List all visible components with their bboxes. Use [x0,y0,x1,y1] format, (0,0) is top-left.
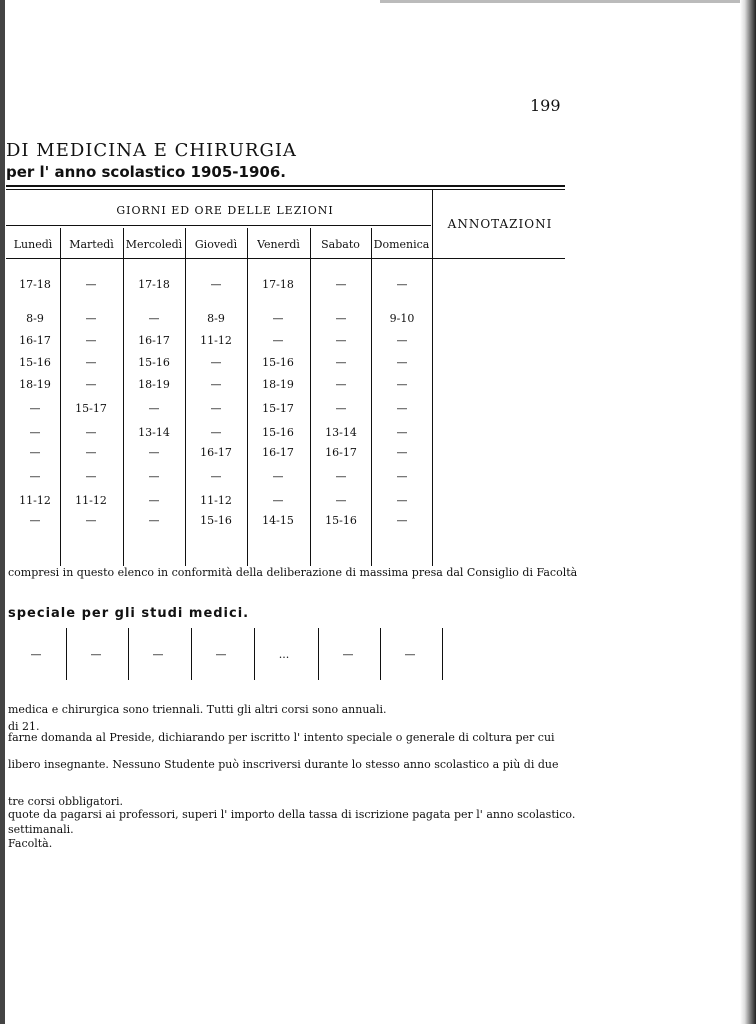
table-cell: — [85,312,97,325]
table-cell: — [335,378,347,391]
table-cell: — [85,334,97,347]
table-cell: — [85,446,97,459]
table-cell: 15-16 [262,426,294,439]
table-cell: — [335,470,347,483]
table-cell: 16-17 [19,334,51,347]
section-title: speciale per gli studi medici. [8,606,250,621]
page-edge-left [0,0,5,1024]
table-cell: — [335,402,347,415]
table-cell: 16-17 [325,446,357,459]
table-cell: 11-12 [200,334,232,347]
table-cell: — [210,426,222,439]
note-line: compresi in questo elenco in conformità della deliberazione di massima presa dal Consiglio di Facoltà [8,566,578,579]
header-bottom-rule [6,258,565,259]
table-cell: — [210,470,222,483]
table-cell: — [396,470,408,483]
table-cell: 8-9 [207,312,225,325]
table-top-rule [6,185,565,187]
table-cell: — [85,356,97,369]
table-cell: — [29,402,41,415]
table-cell: — [396,334,408,347]
table-cell: 17-18 [262,278,294,291]
table-cell: — [85,514,97,527]
table-cell: 9-10 [389,312,415,325]
table-cell: — [148,470,160,483]
table-top-rule-thin [6,189,565,190]
page-subtitle: per l' anno scolastico 1905-1906. [6,163,286,181]
footnote-line: libero insegnante. Nessuno Studente può inscriversi durante lo stesso anno scolastico a più di due [8,758,559,771]
section-cell: — [404,648,416,661]
footnote-line: medica e chirurgica sono triennali. Tutti gli altri corsi sono annuali. [8,703,387,716]
table-cell: — [335,278,347,291]
table-cell: 15-16 [200,514,232,527]
table-cell: 15-16 [138,356,170,369]
page-edge-top [380,0,740,3]
table-cell: — [148,402,160,415]
table-cell: 16-17 [138,334,170,347]
table-cell: — [85,426,97,439]
footnote-line: Facoltà. [8,837,53,850]
table-cell: 14-15 [262,514,294,527]
table-cell: 16-17 [262,446,294,459]
table-cell: — [272,470,284,483]
day-header-giovedi: Giovedì [194,238,238,251]
table-cell: — [272,334,284,347]
table-cell: 11-12 [75,494,107,507]
table-cell: 8-9 [26,312,44,325]
table-cell: — [335,494,347,507]
day-header-domenica: Domenica [373,238,430,251]
table-cell: 15-17 [262,402,294,415]
table-cell: 15-16 [19,356,51,369]
annotations-header: ANNOTAZIONI [447,217,553,231]
table-cell: — [148,494,160,507]
table-cell: — [272,494,284,507]
section-cell: — [30,648,42,661]
table-cell: 16-17 [200,446,232,459]
day-header-lunedi: Lunedì [13,238,53,251]
header-divider [6,225,431,226]
table-cell: — [396,278,408,291]
table-cell: — [148,446,160,459]
table-cell: — [29,514,41,527]
table-cell: — [335,334,347,347]
table-cell: — [148,312,160,325]
day-header-venerdi: Venerdì [257,238,300,251]
table-cell: — [272,312,284,325]
section-divider [442,628,443,680]
footnote-line: settimanali. [8,823,74,836]
table-cell: 11-12 [200,494,232,507]
footnote-line: tre corsi obbligatori. [8,795,124,808]
footnote-line: farne domanda al Preside, dichiarando per iscritto l' intento speciale o generale di coltura per cui [8,731,555,744]
table-cell: 11-12 [19,494,51,507]
section-cell: — [90,648,102,661]
table-cell: 15-16 [325,514,357,527]
footnote-line: quote da pagarsi ai professori, superi l' importo della tassa di iscrizione pagata per l' anno scolastico. [8,808,576,821]
section-cell: — [215,648,227,661]
table-cell: 13-14 [325,426,357,439]
section-cell: — [152,648,164,661]
table-cell: — [396,378,408,391]
table-cell: 17-18 [19,278,51,291]
table-cell: — [210,278,222,291]
table-cell: — [29,426,41,439]
table-cell: 13-14 [138,426,170,439]
table-cell: — [335,312,347,325]
table-cell: — [210,356,222,369]
table-cell: — [396,426,408,439]
day-header-martedi: Martedì [69,238,114,251]
day-header-sabato: Sabato [321,238,360,251]
table-cell: — [29,470,41,483]
table-cell: — [396,494,408,507]
section-cell: — [342,648,354,661]
table-cell: — [85,470,97,483]
page-number: 199 [530,96,561,115]
table-cell: — [396,514,408,527]
group-header: GIORNI ED ORE DELLE LEZIONI [116,204,334,217]
table-cell: — [85,378,97,391]
table-cell: — [210,378,222,391]
table-cell: 17-18 [138,278,170,291]
table-cell: — [210,402,222,415]
table-cell: 18-19 [262,378,294,391]
table-cell: — [396,402,408,415]
page-edge-right [740,0,756,1024]
table-cell: — [148,514,160,527]
table-cell: — [396,446,408,459]
table-cell: — [29,446,41,459]
table-cell: 18-19 [138,378,170,391]
page-title: DI MEDICINA E CHIRURGIA [6,140,297,161]
table-cell: 18-19 [19,378,51,391]
table-cell: — [335,356,347,369]
table-cell: — [396,356,408,369]
table-cell: 15-16 [262,356,294,369]
table-cell: 15-17 [75,402,107,415]
table-cell: — [85,278,97,291]
section-cell: ... [278,648,290,661]
footnote-line: di 21. [8,720,40,733]
day-header-mercoledi: Mercoledì [125,238,183,251]
